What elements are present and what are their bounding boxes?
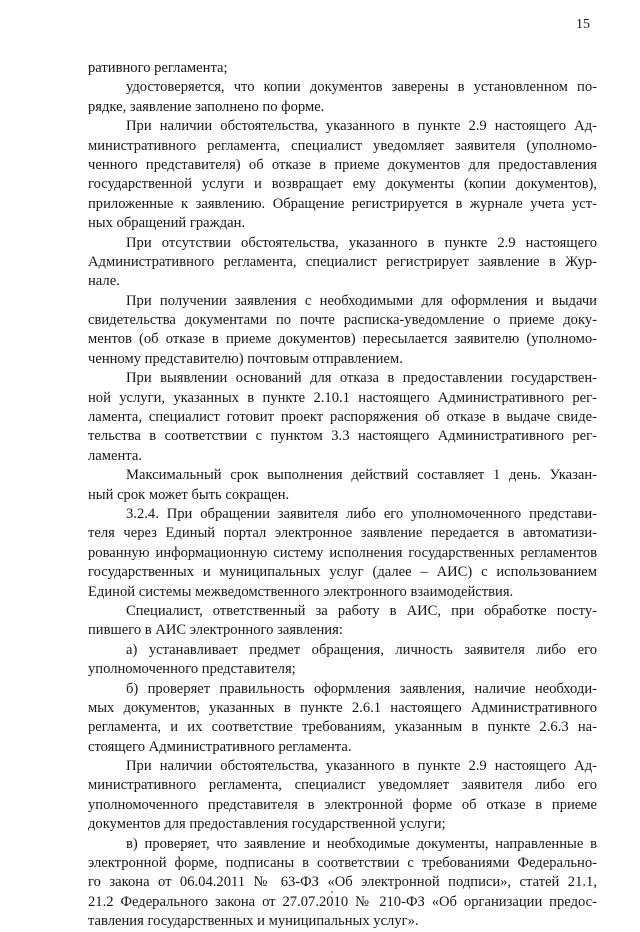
text-line: удостоверяется, что копии документов заверены в установленном по- [126,79,597,96]
text-line: ных обращений граждан. [88,215,246,232]
text-line: электронной форме, подписаны в соответствии с требованиями Федерально- [88,855,597,872]
text-line: ламента, специалист готовит проект распоряжения об отказе в выдаче свиде- [88,409,597,426]
text-line: государственных и муниципальных услуг (далее – АИС) с использованием [88,564,597,581]
text-line: б) проверяет правильность оформления заявления, наличие необходи- [126,680,597,697]
text-line: ной услуги, указанных в пункте 2.10.1 настоящего Административного рег- [88,389,597,406]
text-line: министративного регламента, специалист уведомляет заявителя либо его [88,777,597,794]
text-line: мых документов, указанных в пункте 2.6.1 настоящего Административного [88,699,597,716]
text-line: уполномоченного представителя; [88,661,296,678]
page-number: 15 [576,17,590,32]
text-line: Максимальный срок выполнения действий составляет 1 день. Указан- [126,467,597,484]
text-line: а) устанавливает предмет обращения, личность заявителя либо его [126,641,597,658]
text-line: го закона от 06.04.2011 № 63-ФЗ «Об электронной подписи», статей 21.1, [88,874,597,891]
text-line: Единой системы межведомственного электронного взаимодействия. [88,583,514,600]
text-line: стоящего Административного регламента. [88,738,352,755]
text-line: тавления государственных и муниципальных услуг». [88,913,419,930]
text-line: пившего в АИС электронного заявления: [88,622,343,639]
text-line: Административного регламента, специалист регистрирует заявление в Жур- [88,253,597,270]
text-line: При получении заявления с необходимыми для оформления и выдачи [126,292,597,309]
text-line: ный срок может быть сокращен. [88,486,290,503]
text-line: ламента. [88,447,142,464]
text-line: При наличии обстоятельства, указанного в пункте 2.9 настоящего Ад- [126,758,597,775]
text-line: государственной услуги и возвращает ему документы (копии документов), [88,176,597,193]
text-line: в) проверяет, что заявление и необходимые документы, направленные в [126,835,597,852]
text-line: При выявлении оснований для отказа в предоставлении государствен- [126,370,597,387]
text-line: уполномоченного представителя в электронной форме об отказе в приеме [88,796,597,813]
text-line: нале. [88,273,120,290]
text-line: тельства в соответствии с пунктом 3.3 настоящего Административного рег- [88,428,597,445]
text-line: документов для предоставления государственной услуги; [88,816,446,833]
text-line: приложенные к заявлению. Обращение регистрируется в журнале учета уст- [88,195,597,212]
text-line: 21.2 Федерального закона от 27.07.2010 № 210-ФЗ «Об организации предос- [88,893,597,910]
text-line: 3.2.4. При обращении заявителя либо его уполномоченного представи- [126,505,597,522]
text-line: теля через Единый портал электронное заявление передается в автоматизи- [88,525,597,542]
text-line: рованную информационную систему исполнения государственных регламентов [88,544,597,561]
text-line: ченного представителя) об отказе в приеме документов для предоставления [88,156,597,173]
text-line: регламента, и их соответствие требованиям, указанным в пункте 2.6.3 на- [88,719,597,736]
text-line: При наличии обстоятельства, указанного в пункте 2.9 настоящего Ад- [126,118,597,135]
text-line: ченному представителю) почтовым отправлением. [88,350,403,367]
text-line: Специалист, ответственный за работу в АИС, при обработке посту- [126,602,597,619]
text-line: министративного регламента, специалист уведомляет заявителя (уполномо- [88,137,597,154]
document-body-text [88,59,597,932]
text-line: рядке, заявление заполнено по форме. [88,98,325,115]
text-line: ративного регламента; [88,60,228,76]
text-line: При отсутствии обстоятельства, указанного в пункте 2.9 настоящего [126,234,597,251]
text-line: ментов (об отказе в приеме документов) пересылается заявителю (уполномо- [88,331,597,348]
text-line: свидетельства документами по почте расписка-уведомление о приеме доку- [88,312,597,329]
scan-speck [331,891,333,893]
